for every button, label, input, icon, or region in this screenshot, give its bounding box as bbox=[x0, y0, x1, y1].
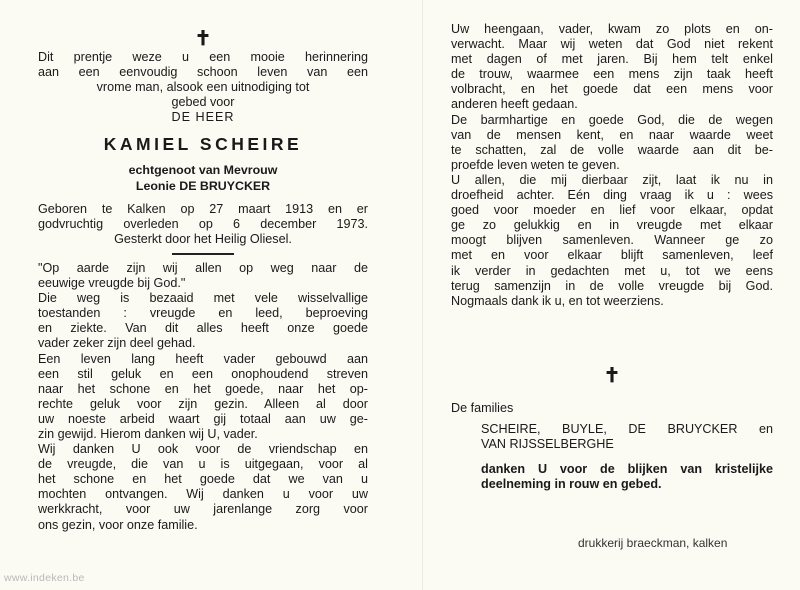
body-line: met en voor elkaar blijft samenleven, leef bbox=[451, 248, 773, 263]
body-line: Uw heengaan, vader, kwam zo plots en on- bbox=[451, 22, 773, 36]
left-panel bbox=[38, 28, 368, 533]
body-line: Wij danken U ook voor de vriendschap en bbox=[38, 442, 368, 457]
cross-icon: ✝ bbox=[603, 362, 621, 387]
families-line: SCHEIRE, BUYLE, DE BRUYCKER en bbox=[481, 421, 773, 436]
intro-line: Dit prentje weze u een mooie herinnering bbox=[38, 50, 368, 64]
body-line: ons gezin, voor onze familie. bbox=[38, 517, 198, 532]
birth-line: Gesterkt door het Heilig Oliesel. bbox=[114, 231, 292, 246]
body-line: de vreugde, die van u is uitgegaan, voor al bbox=[38, 457, 368, 472]
card-fold bbox=[422, 0, 423, 590]
body-line: Een leven lang heeft vader gebouwd aan bbox=[38, 351, 368, 366]
body-line: werkkracht, voor uw jarenlange zorg voor bbox=[38, 502, 368, 517]
body-line: Die weg is bezaaid met vele wisselvallige bbox=[38, 291, 368, 306]
body-line: met dagen of met jaren. Bij hem telt enkel bbox=[451, 52, 773, 67]
body-line: verwacht. Maar wij weten dat God niet rekent bbox=[451, 37, 773, 52]
body-line: terug samenzijn in de volle vreugde bij God. bbox=[451, 278, 773, 293]
body-line: het schone en het goede dat we van u bbox=[38, 472, 368, 487]
body-line: anderen heeft gedaan. bbox=[451, 97, 578, 112]
body-line: de trouw, waarmee een mens zijn taak heeft bbox=[451, 67, 773, 82]
separator-line bbox=[172, 253, 234, 255]
spouse-name: Leonie DE BRUYCKER bbox=[135, 178, 271, 193]
families-names bbox=[451, 422, 773, 452]
body-line: droefheid achter. Eén ding vraag ik u : wees bbox=[451, 188, 773, 203]
body-line: volbracht, en het goede dat een mens voor bbox=[451, 82, 773, 97]
body-line: naar het schone en het goede, naar het op- bbox=[38, 381, 368, 396]
body-line: ge zo gelukkig en in vreugde met elkaar bbox=[451, 218, 773, 233]
cross-icon: ✝ bbox=[194, 26, 212, 50]
body-line: uw noeste arbeid waart gij totaal aan uw ge- bbox=[38, 411, 368, 426]
birth-line: Geboren te Kalken op 27 maart 1913 en er bbox=[38, 201, 368, 216]
body-line: zin gewijd. Hierom danken wij U, vader. bbox=[38, 426, 258, 441]
body-line: goed voor moeder en lief voor elkaar, opdat bbox=[451, 203, 773, 218]
body-line: proefde leven weten te geven. bbox=[451, 157, 620, 172]
quote-text bbox=[38, 261, 368, 291]
intro-line: vrome man, alsook een uitnodiging tot bbox=[96, 80, 310, 95]
quote-line: "Op aarde zijn wij allen op weg naar de bbox=[38, 260, 368, 275]
body-line: mochten ontvangen. Wij danken u voor uw bbox=[38, 487, 368, 502]
intro-line: gebed voor bbox=[171, 95, 235, 110]
body-line: U allen, die mij dierbaar zijt, laat ik nu in bbox=[451, 172, 773, 187]
body-line: van de mensen kent, en naar waarde weet bbox=[451, 127, 773, 142]
watermark: www.indeken.be bbox=[4, 572, 85, 584]
birth-line: godvruchtig overleden op 6 december 1973. bbox=[38, 216, 368, 231]
thanks-text bbox=[451, 462, 773, 492]
thanks-line: deelneming in rouw en gebed. bbox=[481, 477, 662, 492]
families-line: VAN RIJSSELBERGHE bbox=[481, 436, 614, 451]
left-body-text bbox=[38, 291, 368, 533]
honorific: DE HEER bbox=[171, 110, 235, 125]
intro-line: aan een eenvoudig schoon leven van een bbox=[38, 65, 368, 80]
body-line: De barmhartige en goede God, die de wegen bbox=[451, 112, 773, 127]
right-panel bbox=[451, 22, 773, 492]
body-line: vader zeker zijn deel gehad. bbox=[38, 336, 196, 351]
right-body-text bbox=[451, 22, 773, 309]
intro-text bbox=[38, 50, 368, 110]
body-line: rechte geluk voor zijn gezin. Alleen al door bbox=[38, 396, 368, 411]
deceased-name: KAMIEL SCHEIRE bbox=[103, 134, 303, 155]
body-line: te schatten, zal de volle waarde aan dit be- bbox=[451, 142, 773, 157]
body-line: moogt blijven samenleven. Wanneer ge zo bbox=[451, 233, 773, 248]
families-label: De families bbox=[451, 400, 514, 415]
body-line: een stil geluk en een onophoudend streven bbox=[38, 366, 368, 381]
thanks-line: danken U voor de blijken van kristelijke bbox=[481, 462, 773, 477]
body-line: en ziekte. Van dit alles heeft onze goede bbox=[38, 321, 368, 336]
birth-death-text bbox=[38, 202, 368, 247]
quote-line: eeuwige vreugde bij God." bbox=[38, 276, 186, 291]
body-line: ik verder in gedachten met u, tot we eens bbox=[451, 263, 773, 278]
body-line: toestanden : vreugde en leed, beproeving bbox=[38, 306, 368, 321]
spouse-line: echtgenoot van Mevrouw bbox=[128, 163, 278, 178]
body-line: Nogmaals dank ik u, en tot weerziens. bbox=[451, 293, 664, 308]
printer-credit: drukkerij braeckman, kalken bbox=[578, 536, 728, 550]
